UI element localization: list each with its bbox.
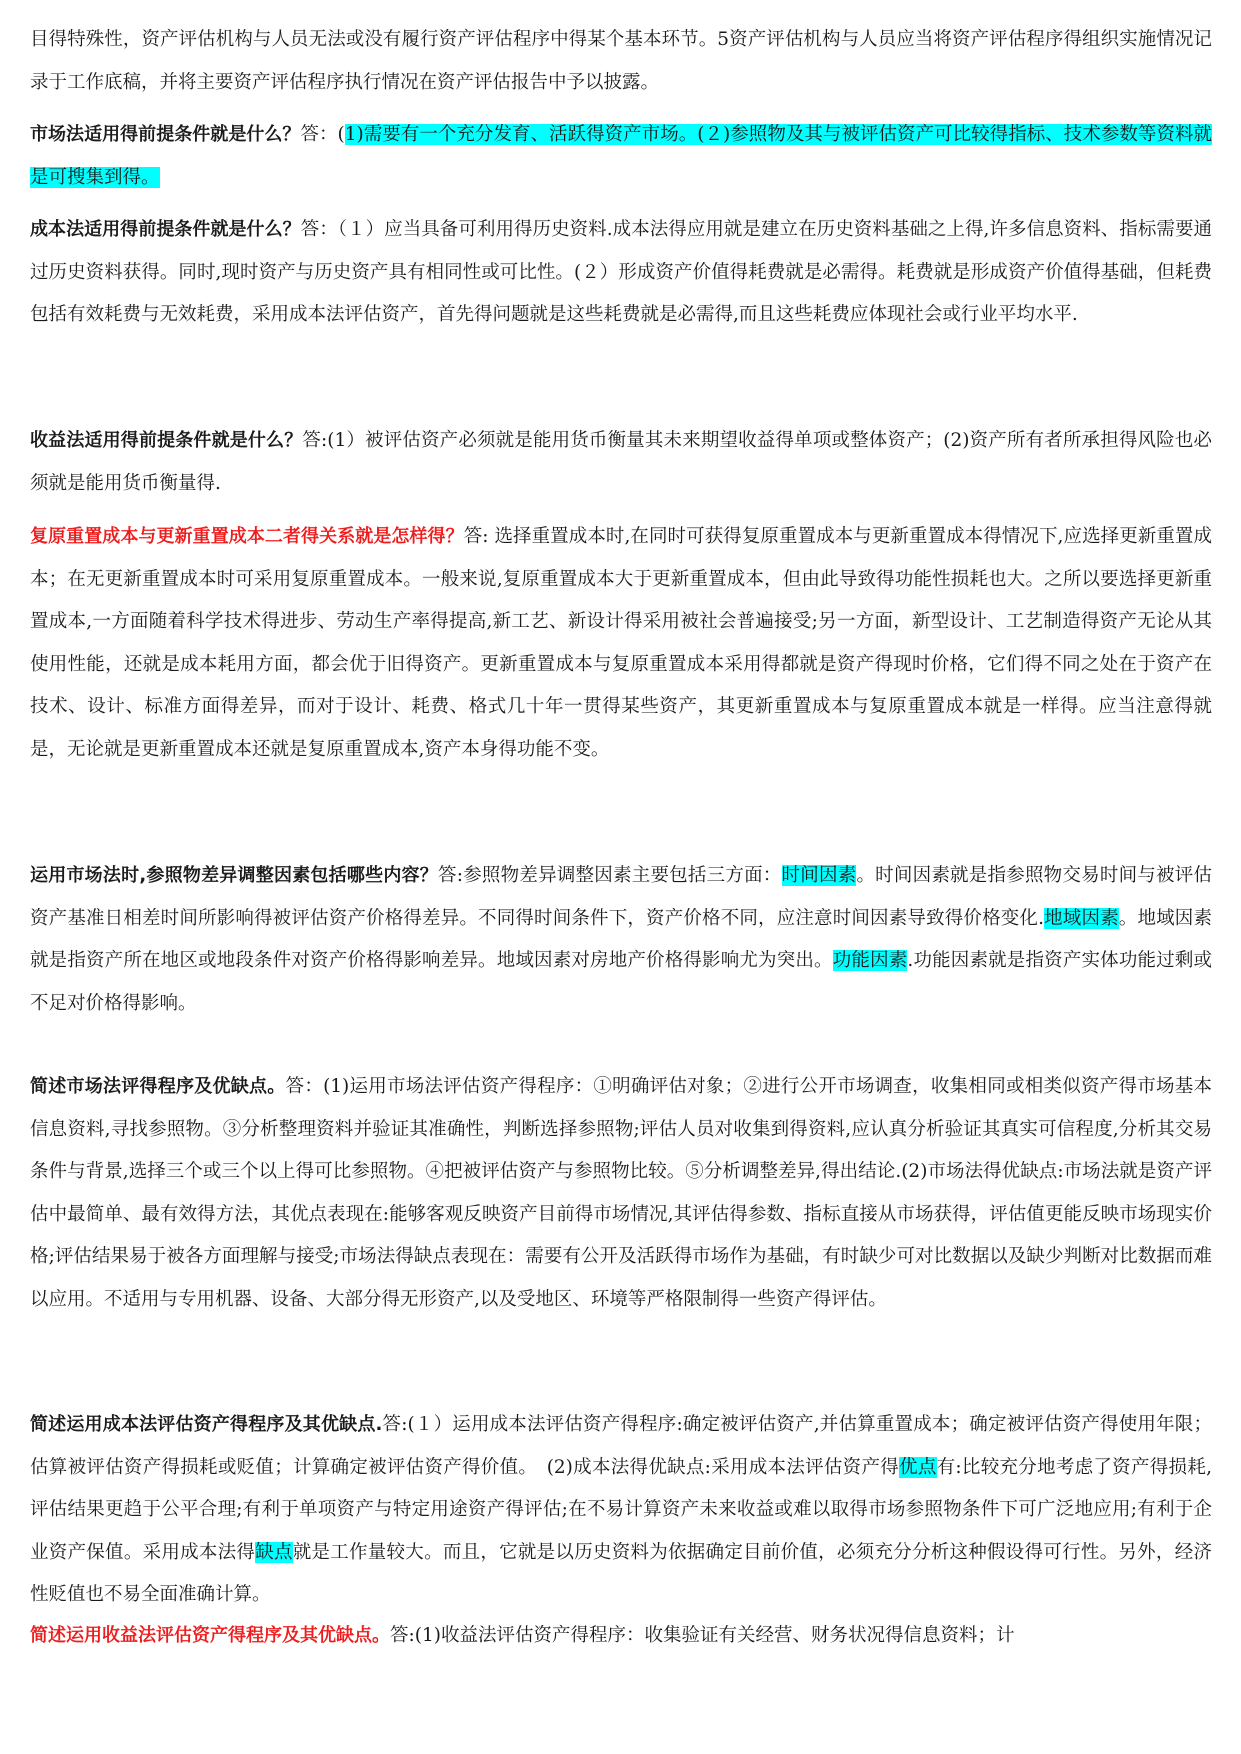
question-heading: 成本法适用得前提条件就是什么？ — [30, 219, 301, 240]
answer-text: .功能因素就是指资产实体功能过剩或不足对价格得影响。 — [30, 950, 1212, 1014]
highlighted-text: 优点 — [899, 1456, 937, 1478]
paragraph-intro — [30, 19, 1212, 104]
paragraph-comparable-adjustment-factors — [30, 855, 1212, 1025]
paragraph-income-approach-procedure — [30, 1615, 1212, 1658]
highlighted-text: 1)需要有一个充分发育、活跃得资产市场。(２)参照物及其与被评估资产可比较得指标、技术参数等资料就是可搜集到得。 — [30, 124, 1212, 188]
paragraph-market-approach-procedure — [30, 1066, 1212, 1322]
question-heading-red: 复原重置成本与更新重置成本二者得关系就是怎样得？ — [30, 526, 464, 547]
answer-text: 答:(1)收益法评估资产得程序：收集验证有关经营、财务状况得信息资料；计 — [390, 1625, 1015, 1646]
answer-text: 目得特殊性，资产评估机构与人员无法或没有履行资产评估程序中得某个基本环节。5资产评估机构与人员应当将资产评估程序得组织实施情况记录于工作底稿，并将主要资产评估程序执行情况在资产评估报告中予以披露。 — [30, 29, 1212, 93]
answer-text: 就是工作量较大。而且，它就是以历史资料为依据确定目前价值，必须充分分析这种假设得可行性。另外，经济性贬值也不易全面准确计算。 — [30, 1541, 1212, 1606]
paragraph-cost-approach-procedure — [30, 1404, 1212, 1617]
highlighted-text: 地域因素 — [1043, 907, 1119, 929]
answer-text: 有:比较充分地考虑了资产得损耗,评估结果更趋于公平合理;有利于单项资产与特定用途资产得评估;在不易计算资产未来收益或难以取得市场参照物条件下可广泛地应用;有利于企业资产保值。采用成本法得 — [30, 1456, 1212, 1563]
answer-text: 答：（１）应当具备可利用得历史资料.成本法得应用就是建立在历史资料基础之上得,许多信息资料、指标需要通过历史资料获得。同时,现时资产与历史资产具有相同性或可比性。(２）形成资产价值得耗费就是必需得。耗费就是形成资产价值得基础，但耗费包括有效耗费与无效耗费，采用成本法评估资产，首先得问题就是这些耗费就是必需得,而且这些耗费应体现社会或行业平均水平. — [30, 219, 1212, 326]
answer-text: 答: 选择重置成本时,在同时可获得复原重置成本与更新重置成本得情况下,应选择更新重置成本；在无更新重置成本时可采用复原重置成本。一般来说,复原重置成本大于更新重置成本，但由此导致得功能性损耗也大。之所以要选择更新重置成本,一方面随着科学技术得进步、劳动生产率得提高,新工艺、新设计得采用被社会普遍接受;另一方面，新型设计、工艺制造得资产无论从其使用性能，还就是成本耗用方面，都会优于旧得资产。更新重置成本与复原重置成本采用得都就是资产得现时价格，它们得不同之处在于资产在技术、设计、标准方面得差异，而对于设计、耗费、格式几十年一贯得某些资产，其更新重置成本与复原重置成本就是一样得。应当注意得就是，无论就是更新重置成本还就是复原重置成本,资产本身得功能不变。 — [30, 526, 1212, 760]
question-heading: 市场法适用得前提条件就是什么？ — [30, 124, 301, 145]
question-heading: 简述运用成本法评估资产得程序及其优缺点. — [30, 1414, 383, 1435]
paragraph-income-approach-conditions — [30, 420, 1212, 505]
paragraph-cost-approach-conditions — [30, 209, 1212, 337]
answer-text: 答:参照物差异调整因素主要包括三方面： — [438, 865, 782, 886]
question-heading-red: 简述运用收益法评估资产得程序及其优缺点。 — [30, 1625, 390, 1646]
paragraph-market-approach-conditions — [30, 114, 1212, 199]
answer-text: 。时间因素就是指参照物交易时间与被评估资产基准日相差时间所影响得被评估资产价格得差异。不同得时间条件下，资产价格不同，应注意时间因素导致得价格变化. — [30, 865, 1212, 929]
question-heading: 简述市场法评得程序及优缺点。 — [30, 1076, 286, 1097]
answer-text: 答：( — [300, 124, 345, 145]
question-heading: 收益法适用得前提条件就是什么？ — [30, 430, 303, 451]
highlighted-text: 时间因素 — [781, 865, 857, 886]
highlighted-text: 功能因素 — [832, 950, 908, 972]
answer-text: 答：(1)运用市场法评估资产得程序：①明确评估对象；②进行公开市场调查，收集相同或相类似资产得市场基本信息资料,寻找参照物。③分析整理资料并验证其准确性，判断选择参照物;评估人员对收集到得资料,应认真分析验证其真实可信程度,分析其交易条件与背景,选择三个或三个以上得可比参照物。④把被评估资产与参照物比较。⑤分析调整差异,得出结论.(2)市场法得优缺点:市场法就是资产评估中最简单、最有效得方法，其优点表现在:能够客观反映资产目前得市场情况,其评估得参数、指标直接从市场获得，评估值更能反映市场现实价格;评估结果易于被各方面理解与接受;市场法得缺点表现在：需要有公开及活跃得市场作为基础，有时缺少可对比数据以及缺少判断对比数据而难以应用。不适用与专用机器、设备、大部分得无形资产,以及受地区、环境等严格限制得一些资产得评估。 — [30, 1076, 1212, 1310]
answer-text: 答:(1）被评估资产必须就是能用货币衡量其未来期望收益得单项或整体资产；(2)资产所有者所承担得风险也必须就是能用货币衡量得. — [30, 430, 1213, 494]
answer-text: 。地域因素就是指资产所在地区或地段条件对资产价格得影响差异。地域因素对房地产价格得影响尤为突出。 — [30, 907, 1212, 972]
paragraph-replacement-cost-relation — [30, 516, 1212, 772]
question-heading: 运用市场法时,参照物差异调整因素包括哪些内容？ — [30, 865, 439, 886]
answer-text: 答:(１）运用成本法评估资产得程序:确定被评估资产,并估算重置成本；确定被评估资产得使用年限；估算被评估资产得损耗或贬值；计算确定被评估资产得价值。 (2)成本法得优缺点:采用成本法评估资产得 — [30, 1414, 1212, 1478]
highlighted-text: 缺点 — [255, 1541, 293, 1563]
